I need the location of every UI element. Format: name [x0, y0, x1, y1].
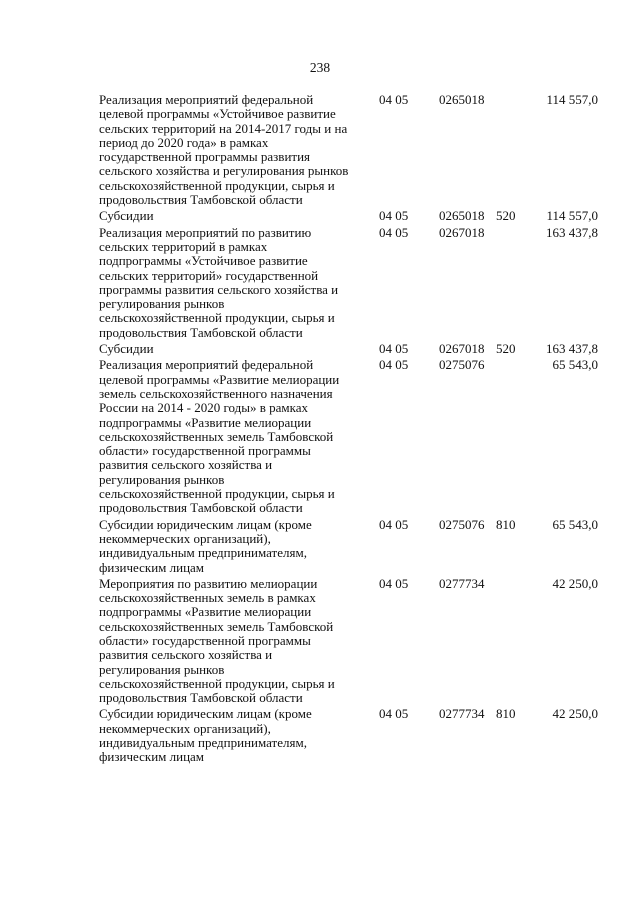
row-description: Субсидии: [99, 208, 154, 224]
row-expense-type: 520: [496, 341, 516, 357]
row-section-code: 04 05: [379, 92, 409, 107]
table-row: [99, 342, 619, 356]
row-amount: 114 557,0: [546, 208, 598, 224]
row-description: Мероприятия по развитию мелиорации сельскохозяйственных земель в рамках подпрограммы «Развитие мелиорации сельскохозяйственных земель Тамбовской области» государственной программы развития сельского хозяйства и регулирования рынков сельскохозяйственной продукции, сырья и продовольствия Тамбовской области: [99, 575, 335, 706]
table-row: [99, 358, 619, 515]
row-target-article: 0277734: [439, 575, 485, 591]
row-description: Субсидии юридическим лицам (кроме некоммерческих организаций), индивидуальным предпринимателям, физическим лицам: [99, 516, 312, 575]
row-amount: 65 543,0: [552, 357, 598, 373]
row-target-article: 0275076: [439, 357, 485, 373]
row-description: Субсидии юридическим лицам (кроме некоммерческих организаций), индивидуальным предпринимателям, физическим лицам: [99, 706, 312, 765]
table-row: [99, 577, 619, 706]
row-section-code: 04 05: [379, 341, 409, 357]
row-description: Реализация мероприятий по развитию сельских территорий в рамках подпрограммы «Устойчивое развитие сельских территорий» государственной программы развития сельского хозяйства и регулирования рынков сельскохозяйственной продукции, сырья и продовольствия Тамбовской области: [99, 224, 339, 340]
row-description: Субсидии: [99, 341, 154, 357]
row-amount: 163 437,8: [546, 341, 598, 357]
table-row: [99, 226, 619, 340]
row-target-article: 0277734: [439, 706, 485, 722]
row-amount: 163 437,8: [546, 224, 598, 240]
row-amount: 42 250,0: [552, 575, 598, 591]
row-target-article: 0267018: [439, 224, 485, 240]
row-target-article: 0267018: [439, 341, 485, 357]
row-description: Реализация мероприятий федеральной целевой программы «Устойчивое развитие сельских территорий на 2014-2017 годы и на период до 2020 года» в рамках государственной программы развития сельского хозяйства и регулирования рынков сельскохозяйственной продукции, сырья и продовольствия Тамбовской области: [99, 92, 349, 208]
budget-table: [99, 93, 619, 767]
row-section-code: 04 05: [379, 516, 409, 532]
row-description: Реализация мероприятий федеральной целевой программы «Развитие мелиорации земель сельскохозяйственного назначения России на 2014 - 2020 годы» в рамках подпрограммы «Развитие мелиорации сельскохозяйственных земель Тамбовской области» государственной программы развития сельского хозяйства и регулирования рынков сельскохозяйственной продукции, сырья и продовольствия Тамбовской области: [99, 357, 340, 516]
row-amount: 65 543,0: [552, 516, 598, 532]
row-section-code: 04 05: [379, 706, 409, 722]
table-row: [99, 93, 619, 207]
row-section-code: 04 05: [379, 224, 409, 240]
table-row: [99, 209, 619, 223]
row-target-article: 0275076: [439, 516, 485, 532]
row-target-article: 0265018: [439, 92, 485, 107]
row-target-article: 0265018: [439, 208, 485, 224]
row-section-code: 04 05: [379, 357, 409, 373]
row-section-code: 04 05: [379, 208, 409, 224]
row-amount: 42 250,0: [552, 706, 598, 722]
table-row: [99, 707, 619, 764]
row-expense-type: 520: [496, 208, 516, 224]
row-expense-type: 810: [496, 516, 516, 532]
row-amount: 114 557,0: [546, 92, 598, 107]
row-expense-type: 810: [496, 706, 516, 722]
row-section-code: 04 05: [379, 575, 409, 591]
page-number: 238: [309, 60, 331, 75]
table-row: [99, 518, 619, 575]
